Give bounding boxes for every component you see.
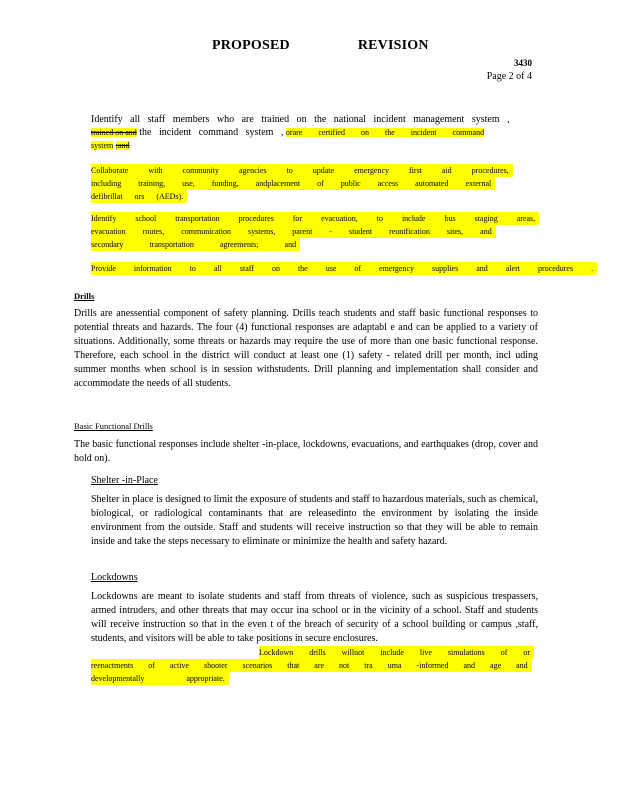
struck-text: ;and (115, 141, 130, 150)
section-heading-drills: Drills (74, 291, 95, 301)
shelter-paragraph: Shelter in place is designed to limit the exposure of students and staff to hazardous materials, such as chemical, biological, or radiological contaminants that are releasedinto the environment by isolating the inside environment from the outside. Staff and students will receive instruction so that they will be able to remain inside and take the steps necessary to eliminate or minimize the health and safety hazard. (91, 494, 538, 547)
title-revision: REVISION (357, 38, 429, 53)
bullet-line: Identify school transportation procedures for evacuation, to include bus staging areas, (91, 212, 539, 225)
subheading-shelter-in-place: Shelter -in-Place (91, 475, 158, 486)
inserted-line: reenactments of active shooter scenarios that are not tra uma -informed and age and (91, 659, 532, 672)
section-heading-basic-drills: Basic Functional Drills (74, 421, 153, 431)
inserted-text: system (91, 141, 114, 150)
title-proposed: PROPOSED (212, 38, 290, 53)
bullet-line: Provide information to all staff on the use of emergency supplies and alert procedures . (91, 262, 597, 275)
bullet-provide-info (91, 262, 594, 275)
struck-text: trained on and (91, 128, 137, 137)
inserted-text: orare certified on the incident command (285, 128, 485, 137)
bullet-line: secondary transportation agreements; and (91, 238, 300, 251)
drills-paragraph: Drills are anessential component of safety planning. Drills teach students and staff basic functional responses to potential threats and hazards. The four (4) functional responses are adaptabl e and can be applied to a variety of situations. Additionally, some threats or hazards may require the use of more than one basic functional response. Therefore, each school in the district will conduct at least one (1) safety - related drill per month, incl uding summer months when school is in session withstudents. Drill planning and implementation shall consider and accommodate the needs of all students. (74, 308, 538, 389)
bullet-collaborate (91, 164, 535, 203)
bullet-transportation (91, 212, 535, 251)
bullet-line: evacuation routes, communication systems, parent - student reunification sites, and (91, 225, 496, 238)
bullet-line: defibrillat ors (AEDs). (91, 190, 187, 203)
inserted-line: Lockdown drills willnot include live simulations of or (259, 646, 534, 659)
basic-drills-paragraph: The basic functional responses include shelter -in-place, lockdowns, evacuations, and earthquakes (drop, cover and hold on). (74, 439, 538, 464)
inserted-line: developmentally appropriate. (91, 672, 229, 685)
lockdowns-inserted-text (91, 646, 541, 685)
lockdowns-paragraph: Lockdowns are meant to isolate students and staff from threats of violence, such as suspicious trespassers, armed intruders, and other threats that may occur ina school or in the vicinity of a school. Staff and students will receive instruction so that in the even t of the breach of security of a school building or campus ,staff, students, and visitors will be able to take positions in secure enclosures. (91, 591, 538, 644)
bullet-line: Identify all staff members who are trained on the national incident management system , (91, 114, 510, 125)
page-title (212, 38, 429, 54)
policy-number: 3430 (514, 58, 532, 68)
bullet-line: the incident command system , (139, 127, 284, 138)
page-number: Page 2 of 4 (486, 71, 532, 82)
bullet-line: Collaborate with community agencies to update emergency first aid procedures, (91, 164, 513, 177)
subheading-lockdowns: Lockdowns (91, 572, 138, 583)
bullet-identify-staff (91, 113, 535, 152)
bullet-line: including training, use, funding, andplacement of public access automated external (91, 177, 495, 190)
